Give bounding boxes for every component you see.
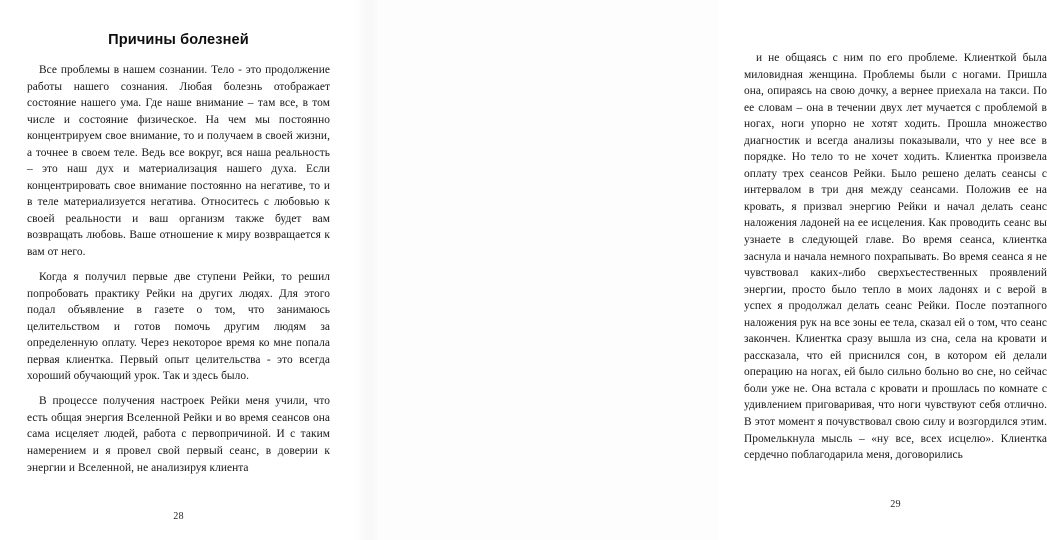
paragraph: В процессе получения настроек Рейки меня учили, что есть общая энергия Вселенной Рейки и во время сеансов она сама исцеляет людей, работа с первопричиной. И с таким намерением и я провел свой первый сеанс, в доверии к энергии и Вселенной, не анализируя клиента <box>27 395 330 474</box>
page-left <box>0 0 360 540</box>
paragraph: и не общаясь с ним по его проблеме. Клиенткой была миловидная женщина. Проблемы были с ногами. Пришла она, опираясь на свою дочку, а вернее приехала на такси. По ее словам – она в течении двух лет мучается с проблемой в ногах, ноги упорно не хотят ходить. Прошла множество диагностик и всегда анализы показывали, что у нее все в порядке. Но тело то не хочет ходить. Клиентка произвела оплату трех сеансов Рейки. Было решено делать сеансы с интервалом в три дня между сеансами. Положив ее на кровать, я призвал энергию Рейки и начал делать сеанс наложения ладоней на ее исцеления. Как проводить сеанс вы узнаете в следующей главе. Во время сеанса, клиентка заснула и начала немного похрапывать. Во время сеанса я не чувствовал каких-либо сверхъестественных проявлений энергии, просто было тепло в моих ладонях и с верой в успех я продолжал делать сеанс Рейки. После поэтапного наложения рук на все зоны ее тела, сказал ей о том, что сеанс закончен. Клиентка сразу вышла из сна, села на кровати и рассказала, что ей приснился сон, в котором ей делали операцию на ногах, ей было сильно больно во сне, но сейчас боли уже не. Она встала с кровати и прошлась по комнате с удивлением приговаривая, что ноги чувствуют себя отлично. В этот момент я почувствовал свою силу и возгордился этим. Промелькнула мысль – «ну все, всех исцелю». Клиентка сердечно поблагодарила меня, договорились <box>744 52 1047 462</box>
left-page-text-block <box>27 62 330 476</box>
page-right <box>360 0 1047 540</box>
paragraph: Все проблемы в нашем сознании. Тело - это продолжение работы нашего сознания. Любая болезнь отображает состояние нашего ума. Где наше внимание – там все, в том числе и состояние физическое. На чем мы постоянно концентрируем свое внимание, то и получаем в своей жизни, а точнее в своем теле. Ведь все вокруг, вся наша реальность – это наш дух и материализация нашего духа. Если концентрировать свое внимание постоянно на негативе, то и в теле материализуется негатива. Относитесь с любовью к своей реальности и ваш организм также будет вам возвращать любовь. Ваше отношение к миру возвращается к вам от него. <box>27 64 330 259</box>
right-page-text-block <box>744 50 1047 464</box>
paragraph: Когда я получил первые две ступени Рейки, то решил попробовать практику Рейки на других людях. Для этого подал объявление в газете о том, что занимаюсь целительством и готов помочь другим людям за определенную оплату. Через некоторое время ко мне попала первая клиентка. Первый опыт целительства - это всегда хороший обучающий урок. Так и здесь было. <box>27 271 330 383</box>
page-number-left: 28 <box>173 511 184 522</box>
chapter-title: Причины болезней <box>108 32 249 48</box>
page-number-right: 29 <box>890 499 901 510</box>
